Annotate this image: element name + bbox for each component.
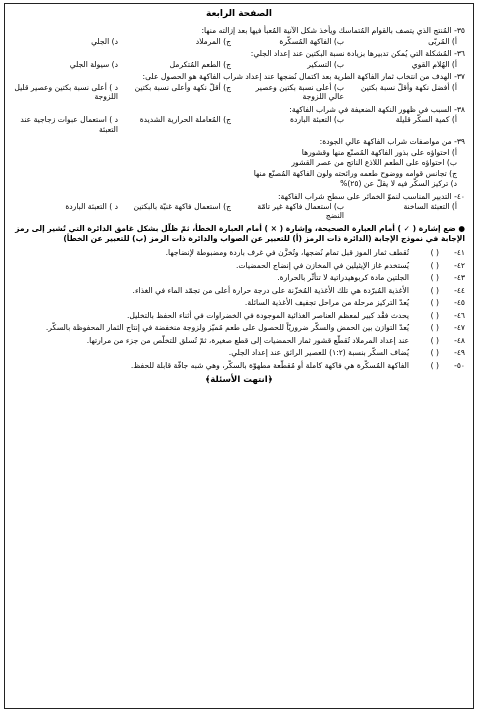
answer-option: أ) احتواؤه على بذور الفاكهة المُصنّع منها وقشورها bbox=[301, 147, 457, 157]
answer-option: ب) الفاكهة المُسكّرة bbox=[279, 36, 344, 46]
answer-parentheses: ( ) bbox=[430, 335, 439, 345]
true-false-item bbox=[13, 336, 465, 345]
answer-parentheses: ( ) bbox=[430, 285, 439, 295]
answer-option: د ) التعبئة الباردة bbox=[65, 202, 118, 211]
item-number: ٤١- bbox=[454, 248, 465, 258]
item-number: ٤٩- bbox=[454, 348, 465, 358]
true-false-item bbox=[13, 298, 465, 307]
answer-parentheses: ( ) bbox=[430, 310, 439, 320]
answer-option: ب) احتواؤه على الطعم اللاذع الناتج من عصر القشور bbox=[291, 158, 457, 168]
answer-option: ج) المُعاملة الحرارية الشديدة bbox=[139, 115, 231, 125]
options-row bbox=[13, 37, 465, 46]
answer-option: أ) أفضل نكهة وأقلّ نسبة بكتين bbox=[360, 82, 457, 92]
item-number: ٤٨- bbox=[454, 335, 465, 345]
question-text: ٣٨- السبب في ظهور النكهة الضعيفة في شراب الفاكهة: bbox=[289, 104, 465, 114]
statement-text: عند إعداد المرملاد تُقطّع قشور ثمار الحمضيات إلى قطع صغيرة، ثمّ تُسلق للتخلّص من جزء من مرارتها. bbox=[86, 335, 409, 345]
true-false-item bbox=[13, 286, 465, 295]
statement-text: الفاكهة المُسكّرة هي فاكهة كاملة أو مُقطّعة مطهوّة بالسكّر، وهي شبه جافّة قابلة للحفظ. bbox=[130, 360, 409, 370]
mcq-question bbox=[13, 192, 465, 221]
question-text: ٣٥- المُنتج الذي يتصف بالقوام المُتماسك ويأخذ شكل الآنية المُعبأ فيها بعد إزالته منها: bbox=[201, 26, 465, 36]
options-row bbox=[13, 60, 465, 69]
true-false-item bbox=[13, 348, 465, 357]
answer-parentheses: ( ) bbox=[430, 323, 439, 333]
true-false-item bbox=[13, 273, 465, 282]
mcq-question bbox=[13, 105, 465, 134]
mcq-question bbox=[13, 72, 465, 101]
answer-option: د ) أعلى نسبة بكتين وعصير قليل اللزوجة bbox=[14, 82, 118, 102]
answer-option: د) الجلي bbox=[91, 36, 118, 46]
item-number: ٤٧- bbox=[454, 323, 465, 333]
page-title: الصفحة الرابعة bbox=[206, 9, 272, 19]
answer-option: أ) التعبئة الساخنة bbox=[403, 202, 457, 211]
item-number: ٥٠- bbox=[454, 360, 465, 370]
options-row bbox=[13, 115, 465, 134]
item-number: ٤٦- bbox=[454, 310, 465, 320]
statement-text: يُعدّ التوازن بين الحمض والسكّر ضروريّاً للحصول على طعم مُميّز ولزوجة منخفضة في إنتاج الثمار المحفوظة بالسكّر. bbox=[45, 323, 409, 333]
true-false-item bbox=[13, 323, 465, 332]
question-text: ٣٦- المُشكلة التي يُمكن تدبيرها بزيادة نسبة البكتين عند إعداد الجلي: bbox=[250, 49, 465, 59]
statement-text: الأغذية المُبرّدة هي تلك الأغذية المُخزّنة على درجة حرارة أعلى من تجمّد الماء في الغذاء. bbox=[132, 285, 409, 295]
answer-option: ب) التسكير bbox=[307, 59, 344, 69]
question-text: ٣٩- من مواصفات شراب الفاكهة عالي الجودة: bbox=[319, 137, 465, 147]
true-false-item bbox=[13, 261, 465, 270]
true-false-item bbox=[13, 248, 465, 257]
options-row bbox=[13, 202, 465, 221]
statement-text: الجلتين مادة كربوهيدراتية لا تتأثّر بالحرارة. bbox=[277, 273, 409, 283]
options-row bbox=[13, 83, 465, 102]
answer-parentheses: ( ) bbox=[430, 360, 439, 370]
answer-parentheses: ( ) bbox=[430, 298, 439, 308]
statement-text: تُقطف ثمار الموز قبل تمام نُضجها، وتُخزَّن في غرف باردة ومضبوطة لإنضاجها. bbox=[165, 248, 409, 258]
question-text: ٣٧- الهدف من انتخاب ثمار الفاكهة الطرية بعد اكتمال نُضجها عند إعداد شراب الفاكهة هو الحصول على: bbox=[142, 72, 465, 82]
answer-option: ج) المرملاد bbox=[195, 36, 231, 46]
answer-parentheses: ( ) bbox=[430, 260, 439, 270]
answer-option: ج) أقلّ نكهة وأعلى نسبة بكتين bbox=[134, 82, 231, 92]
statement-text: يحدث فقْد كبير لمعظم العناصر الغذائية الموجودة في الخضراوات في أثناء الحفظ بالتخليل. bbox=[126, 310, 409, 320]
answer-option: أ) المُربّى bbox=[428, 36, 457, 46]
mcq-question bbox=[13, 26, 465, 46]
item-number: ٤٥- bbox=[454, 298, 465, 308]
mcq-question bbox=[13, 137, 465, 188]
answer-option: ب) أعلى نسبة بكتين وعصير عالي اللزوجة bbox=[255, 82, 344, 102]
statement-text: يُستخدم غاز الإيثيلين في المخازن في إنضاج الحمضيات. bbox=[235, 260, 409, 270]
true-false-instructions: ● ضع إشارة ( ✓ ) أمام العبارة الصحيحة، وإشارة ( × ) أمام العبارة الخطأ، ثمّ ظلّل بشكل غامق الدائرة التي تُشير إلى رمز الإجابة في نموذج الإجابة (الدائرة ذات الرمز (أ) للتعبير عن الصواب والدائرة ذات الرمز (ب) للتعبير عن الخطأ) bbox=[15, 223, 465, 244]
answer-option: ب) استعمال فاكهة غير تامّة النضج bbox=[257, 202, 344, 221]
answer-option: ب) التعبئة الباردة bbox=[289, 115, 344, 125]
true-false-item bbox=[13, 361, 465, 370]
item-number: ٤٢- bbox=[454, 260, 465, 270]
answer-option: ج) استعمال فاكهة غنيّة بالبكتين bbox=[133, 202, 231, 211]
answer-option: ج) الطعم المُتكرمل bbox=[169, 59, 231, 69]
end-of-questions: ﴿انتهت الأسئلة﴾ bbox=[205, 375, 273, 386]
statement-text: يُضاف السكّر بنسبة (١:٢) للعصير الرائق عند إعداد الجلي. bbox=[228, 348, 409, 358]
options-row bbox=[13, 148, 465, 189]
answer-option: د ) استعمال عبوات زجاجية عند التعبئة bbox=[20, 115, 118, 134]
statement-text: يُعدّ التركيز مرحلة من مراحل تجفيف الأغذية السائلة. bbox=[244, 298, 409, 308]
answer-option: ج) تجانس قوامه ووضوح طعمه ورائحته ولون الفاكهة المُصنّع منها bbox=[253, 168, 457, 178]
answer-parentheses: ( ) bbox=[430, 348, 439, 358]
answer-option: د) تركيز السكّر فيه لا يقلّ عن (٢٥)% bbox=[340, 179, 457, 189]
answer-parentheses: ( ) bbox=[430, 248, 439, 258]
item-number: ٤٤- bbox=[454, 285, 465, 295]
true-false-section bbox=[13, 248, 465, 370]
answer-option: د) سيولة الجلي bbox=[69, 59, 118, 69]
answer-parentheses: ( ) bbox=[430, 273, 439, 283]
question-text: ٤٠- التدبير المناسب لنموّ الخمائر على سطح شراب الفاكهة: bbox=[277, 191, 465, 201]
exam-page bbox=[4, 3, 474, 709]
answer-option: أ) كمية السكّر قليلة bbox=[395, 115, 457, 125]
mcq-question bbox=[13, 49, 465, 69]
true-false-item bbox=[13, 311, 465, 320]
mcq-section bbox=[13, 26, 465, 221]
answer-option: أ) الهُلام القوي bbox=[411, 59, 457, 69]
item-number: ٤٣- bbox=[454, 273, 465, 283]
